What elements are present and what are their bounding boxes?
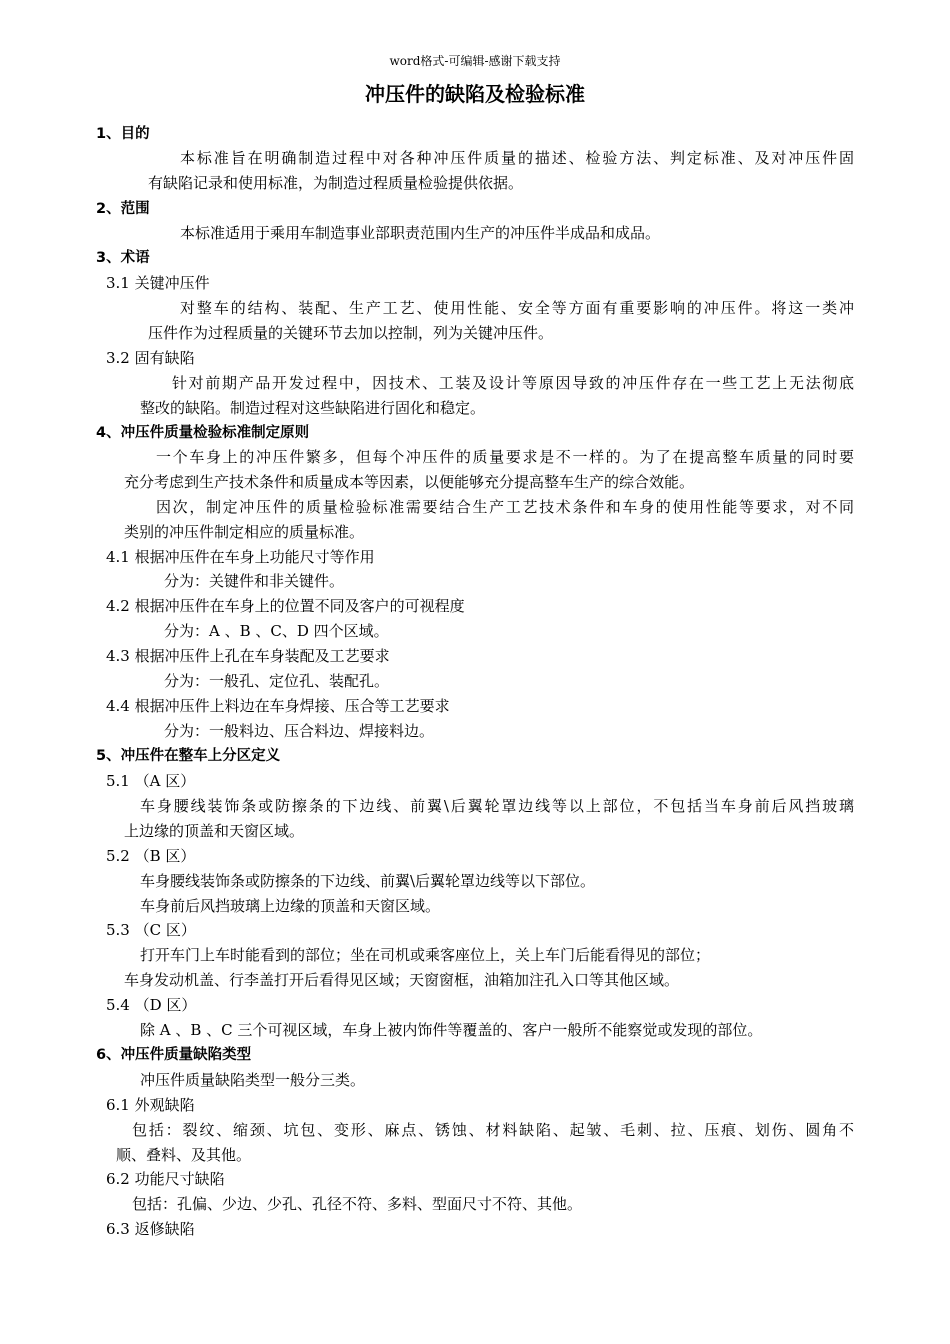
- principle-4-2-label: 4.2 根据冲压件在车身上的位置不同及客户的可视程度: [106, 597, 465, 615]
- principle-4-4-label: 4.4 根据冲压件上料边在车身焊接、压合等工艺要求: [106, 697, 450, 715]
- section-4-paragraph-line: 充分考虑到生产技术条件和质量成本等因素，以便能够充分提高整车生产的综合效能。: [124, 473, 695, 491]
- zone-b-label: 5.2 （B 区）: [106, 847, 196, 865]
- term-3-2-paragraph-line: 整改的缺陷。制造过程对这些缺陷进行固化和稳定。: [140, 399, 486, 417]
- defect-6-1-label: 6.1 外观缺陷: [106, 1096, 195, 1114]
- section-4-paragraph-line: 一个车身上的冲压件繁多，但每个冲压件的质量要求是不一样的。为了在提高整车质量的同时要: [156, 448, 854, 466]
- term-3-1-paragraph-line: 对整车的结构、装配、生产工艺、使用性能、安全等方面有重要影响的冲压件。将这一类冲: [180, 299, 854, 317]
- zone-b-paragraph-line: 车身腰线装饰条或防擦条的下边线、前翼\后翼轮罩边线等以下部位。: [140, 872, 596, 890]
- defect-6-2-label: 6.2 功能尺寸缺陷: [106, 1170, 225, 1188]
- defect-6-1-paragraph-line: 包括：裂纹、缩颈、坑包、变形、麻点、锈蚀、材料缺陷、起皱、毛刺、拉、压痕、划伤、圆角不: [132, 1121, 854, 1139]
- zone-b-paragraph-line: 车身前后风挡玻璃上边缘的顶盖和天窗区域。: [140, 897, 441, 915]
- section-4-paragraph-line: 类别的冲压件制定相应的质量标准。: [124, 523, 365, 541]
- principle-4-1-detail: 分为：关键件和非关键件。: [164, 572, 345, 590]
- section-6-heading: 6、冲压件质量缺陷类型: [96, 1047, 252, 1063]
- section-1-paragraph-line: 本标准旨在明确制造过程中对各种冲压件质量的描述、检验方法、判定标准、及对冲压件固: [180, 149, 854, 167]
- section-4-paragraph-line: 因次，制定冲压件的质量检验标准需要结合生产工艺技术条件和车身的使用性能等要求，对不同: [156, 498, 854, 516]
- term-3-2-paragraph-line: 针对前期产品开发过程中，因技术、工装及设计等原因导致的冲压件存在一些工艺上无法彻底: [172, 374, 854, 392]
- zone-a-paragraph-line: 车身腰线装饰条或防擦条的下边线、前翼\后翼轮罩边线等以上部位，不包括当车身前后风挡玻璃: [140, 797, 854, 815]
- document-title: 冲压件的缺陷及检验标准: [365, 82, 585, 106]
- zone-d-label: 5.4 （D 区）: [106, 996, 197, 1014]
- defect-6-2-paragraph-line: 包括：孔偏、少边、少孔、孔径不符、多料、型面尺寸不符、其他。: [132, 1195, 583, 1213]
- section-3-heading: 3、术语: [96, 250, 150, 266]
- defect-6-3-label: 6.3 返修缺陷: [106, 1220, 195, 1238]
- zone-d-paragraph-line: 除 A 、B 、C 三个可视区域，车身上被内饰件等覆盖的、客户一般所不能察觉或发现的部位。: [140, 1021, 763, 1039]
- section-1-heading: 1、目的: [96, 126, 150, 142]
- defect-6-1-paragraph-line: 顺、叠料、及其他。: [116, 1146, 252, 1164]
- term-3-2-label: 3.2 固有缺陷: [106, 349, 195, 367]
- page-header: word格式-可编辑-感谢下载支持: [389, 54, 561, 68]
- term-3-1-label: 3.1 关键冲压件: [106, 274, 210, 292]
- section-4-heading: 4、冲压件质量检验标准制定原则: [96, 425, 310, 441]
- zone-c-paragraph-line: 打开车门上车时能看到的部位；坐在司机或乘客座位上，关上车门后能看得见的部位；: [140, 946, 711, 964]
- zone-c-paragraph-line: 车身发动机盖、行李盖打开后看得见区域；天窗窗框，油箱加注孔入口等其他区域。: [124, 971, 680, 989]
- zone-c-label: 5.3 （C 区）: [106, 921, 196, 939]
- section-2-paragraph-line: 本标准适用于乘用车制造事业部职责范围内生产的冲压件半成品和成品。: [180, 224, 661, 242]
- principle-4-1-label: 4.1 根据冲压件在车身上功能尺寸等作用: [106, 548, 375, 566]
- principle-4-3-label: 4.3 根据冲压件上孔在车身装配及工艺要求: [106, 647, 390, 665]
- principle-4-2-detail: 分为：A 、B 、C、D 四个区域。: [164, 622, 389, 640]
- section-6-intro: 冲压件质量缺陷类型一般分三类。: [140, 1071, 366, 1089]
- term-3-1-paragraph-line: 压件作为过程质量的关键环节去加以控制，列为关键冲压件。: [148, 324, 554, 342]
- principle-4-3-detail: 分为：一般孔、定位孔、装配孔。: [164, 672, 390, 690]
- section-5-heading: 5、冲压件在整车上分区定义: [96, 748, 281, 764]
- section-1-paragraph-line: 有缺陷记录和使用标准，为制造过程质量检验提供依据。: [148, 174, 524, 192]
- principle-4-4-detail: 分为：一般料边、压合料边、焊接料边。: [164, 722, 435, 740]
- zone-a-label: 5.1 （A 区）: [106, 772, 196, 790]
- section-2-heading: 2、范围: [96, 201, 150, 217]
- zone-a-paragraph-line: 上边缘的顶盖和天窗区域。: [124, 822, 305, 840]
